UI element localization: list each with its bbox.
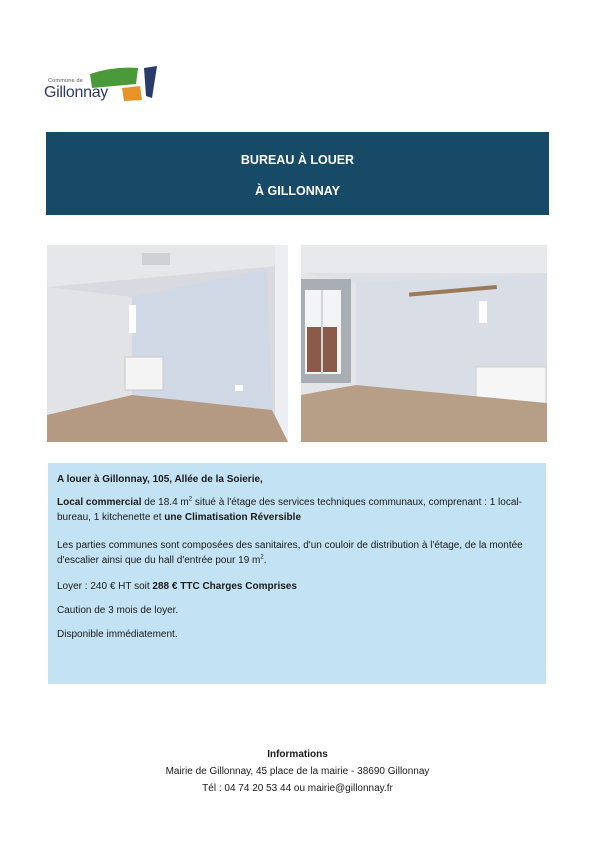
- local-commercial-label: Local commercial: [57, 497, 142, 508]
- deposit-line: Caution de 3 mois de loyer.: [57, 605, 179, 616]
- footer-contact: Tél : 04 74 20 53 44 ou mairie@gillonnay.fr: [202, 783, 393, 794]
- footer-title: Informations: [267, 749, 328, 760]
- common-areas-text: Les parties communes sont composées des sanitaires, d'un couloir de distribution à l'étage, de la montée d'escalier ainsi que du hall d'entrée pour 19 m: [57, 540, 523, 566]
- office-room-photo: [47, 245, 288, 442]
- logo-name: Gillonnay: [44, 84, 109, 101]
- office-window-photo: [301, 245, 547, 442]
- logo-small-text: Commune de: [48, 78, 84, 84]
- rent-ttc-text: 288 € TTC Charges Comprises: [152, 581, 297, 592]
- banner-title-line2: À GILLONNAY: [255, 184, 340, 198]
- climatisation-label: une Climatisation Réversible: [164, 511, 302, 523]
- title-banner: [46, 132, 549, 215]
- banner-title-line1: BUREAU À LOUER: [240, 153, 355, 167]
- availability-line: Disponible immédiatement.: [57, 629, 178, 640]
- contact-footer: [0, 746, 595, 797]
- local-size-exponent: 2: [188, 496, 193, 503]
- rent-line: [57, 580, 538, 595]
- rent-ht-text: Loyer : 240 € HT soit: [57, 581, 153, 592]
- common-areas-end: .: [263, 554, 267, 566]
- local-details-text: situé à l'étage des services techniques communaux, comprenant : 1 local-bureau, 1 kitchenette et: [57, 497, 522, 523]
- common-areas-exponent: 2: [260, 554, 264, 561]
- address-line: A louer à Gillonnay, 105, Allée de la Soierie,: [57, 474, 263, 485]
- local-description: [57, 496, 538, 525]
- local-size-text: de 18.4 m: [141, 497, 189, 508]
- common-areas-description: [57, 539, 538, 568]
- footer-address: Mairie de Gillonnay, 45 place de la mairie - 38690 Gillonnay: [165, 766, 430, 777]
- commune-logo: [44, 64, 164, 108]
- listing-details-box: [48, 463, 546, 684]
